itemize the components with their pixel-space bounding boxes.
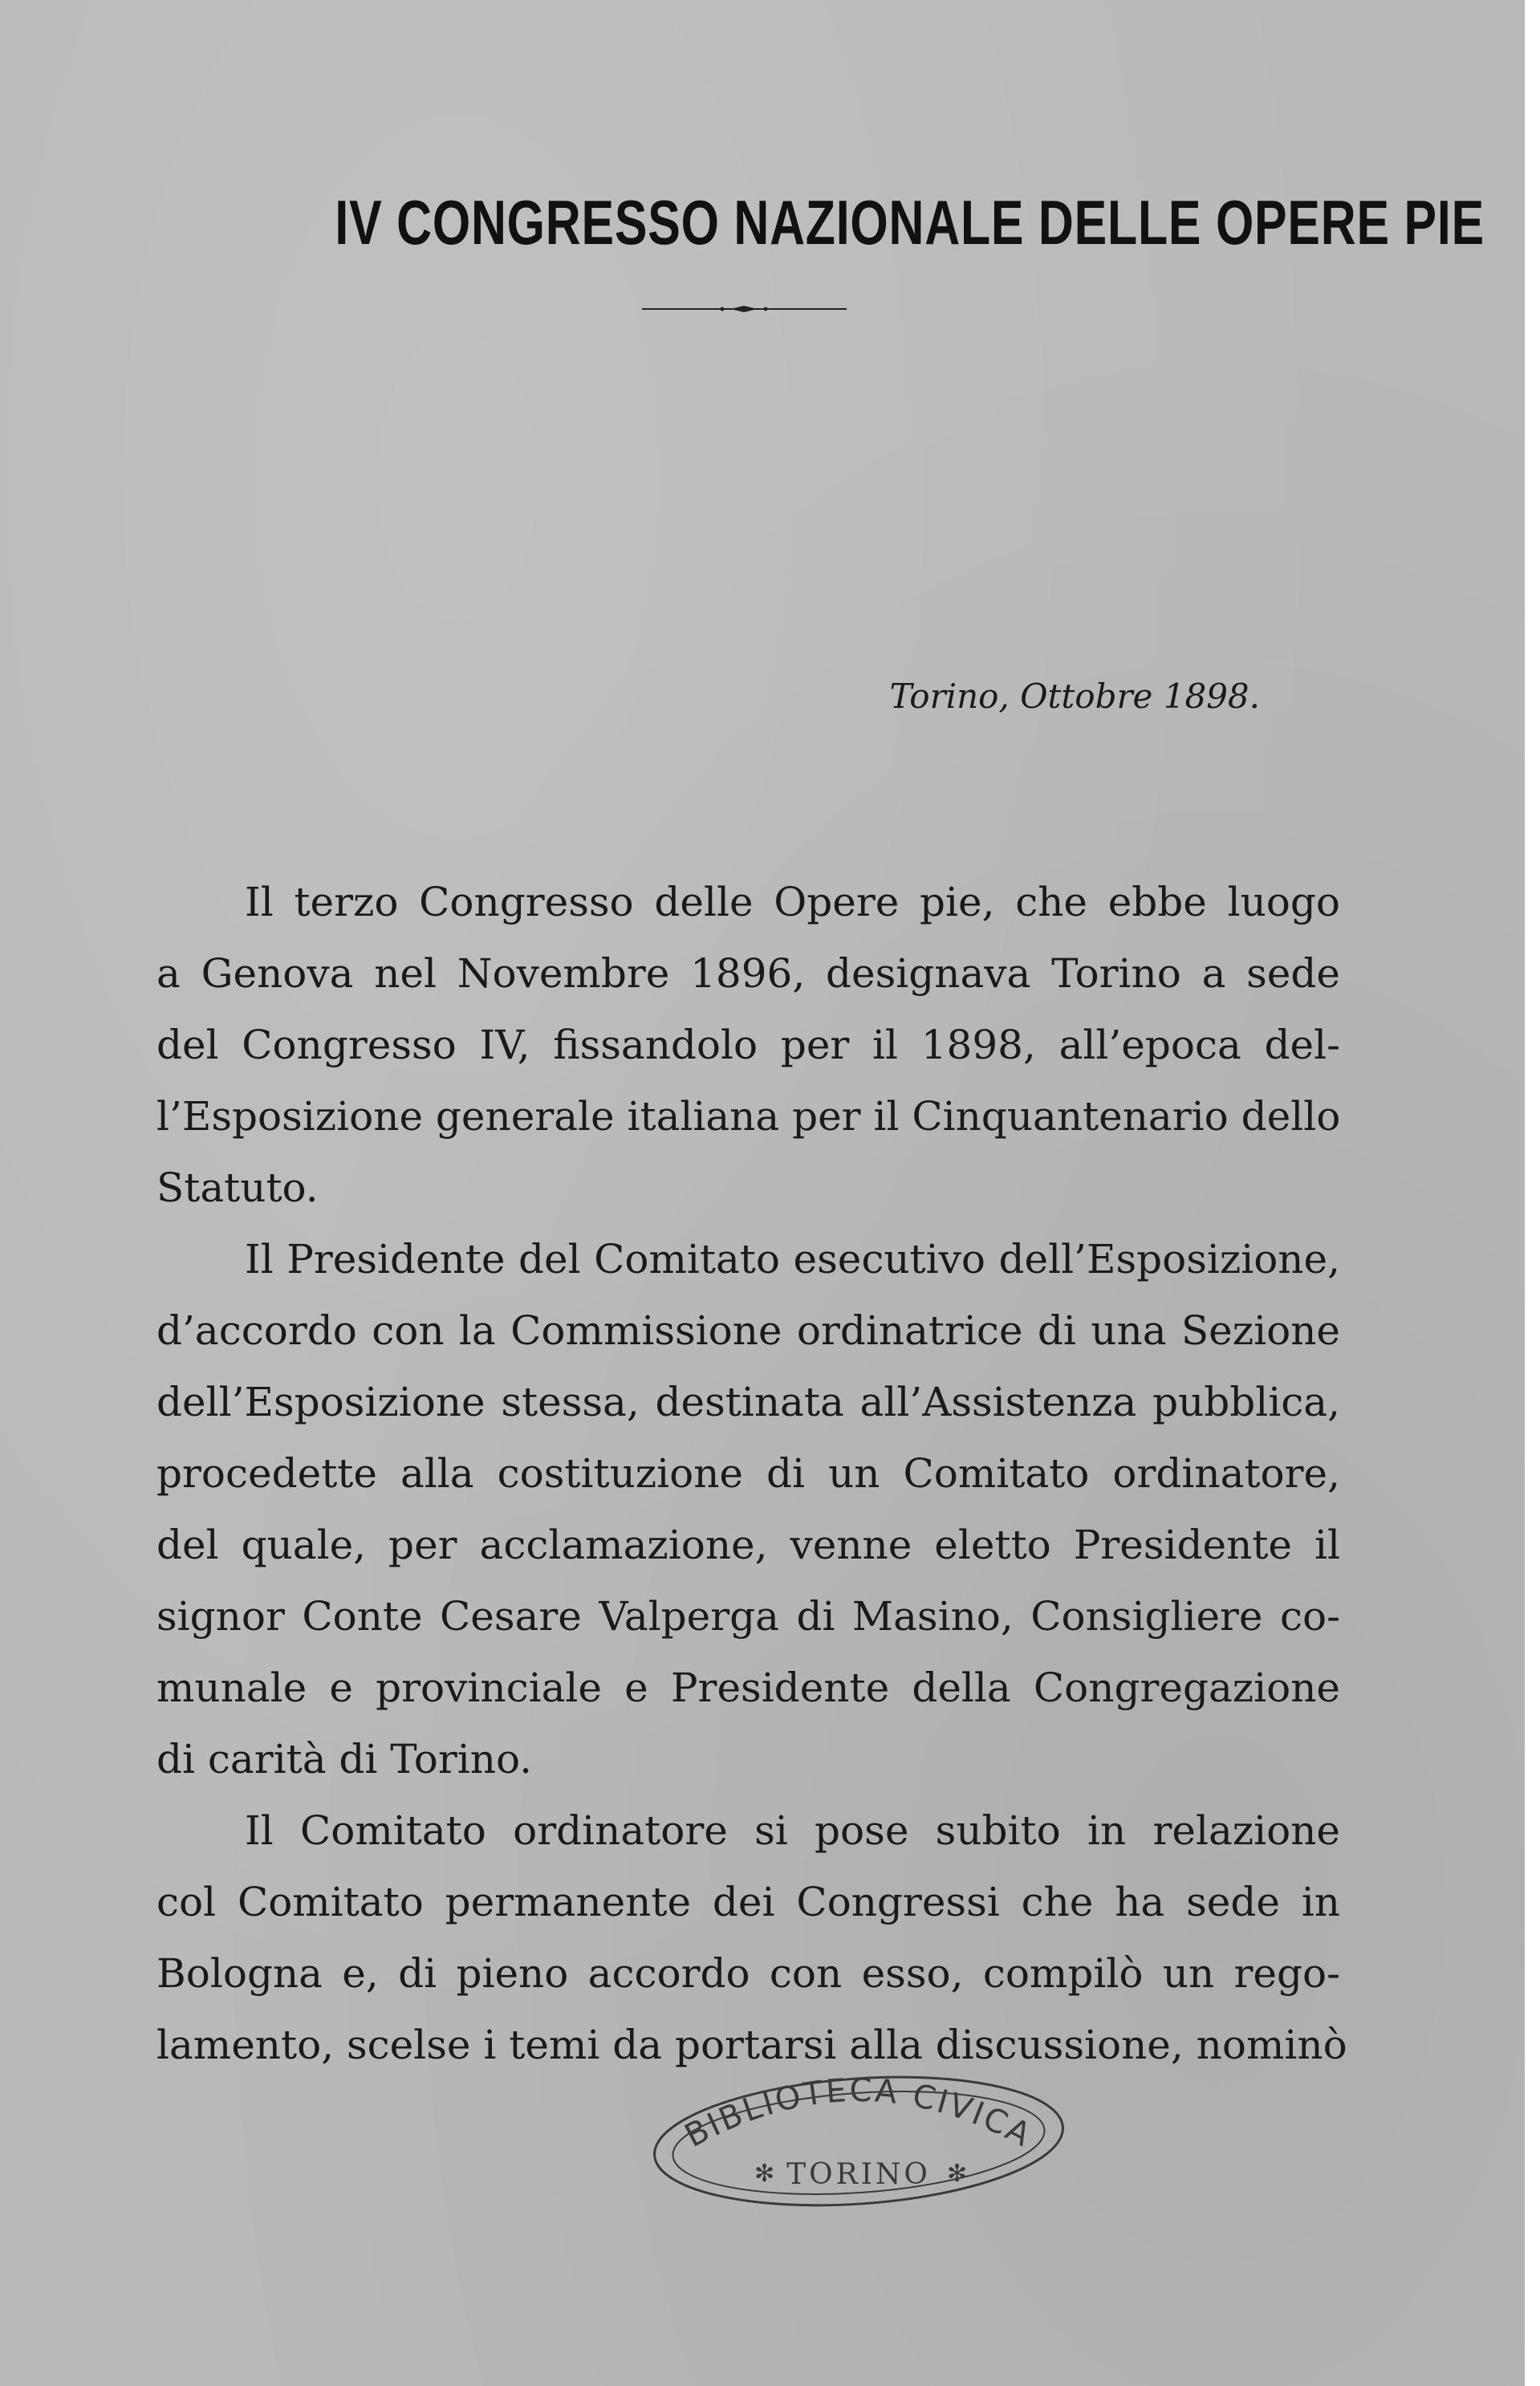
text-line: lamento, scelse i temi da portarsi alla discussione, nominò — [156, 2022, 1347, 2068]
page-right-margin — [1525, 0, 1540, 2386]
text-line: Statuto. — [156, 1165, 319, 1211]
title-ornament — [642, 305, 847, 313]
date-line: Torino, Ottobre 1898. — [889, 677, 1260, 716]
stamp-bottom-text: TORINO — [786, 2158, 931, 2191]
text-line: Il terzo Congresso delle Opere pie, che ebbe luogo — [245, 879, 1340, 925]
text-line: del quale, per acclamazione, venne eletto Presidente il — [156, 1522, 1340, 1568]
text-line: del Congresso IV, fissandolo per il 1898, all’epoca del- — [156, 1022, 1340, 1068]
text-line: signor Conte Cesare Valperga di Masino, Consigliere co- — [156, 1593, 1340, 1640]
text-line: di carità di Torino. — [156, 1736, 533, 1782]
text-line: l’Esposizione generale italiana per il Cinquantenario dello — [156, 1093, 1341, 1140]
text-line: procedette alla costituzione di un Comitato ordinatore, — [156, 1450, 1340, 1497]
text-line: col Comitato permanente dei Congressi che ha sede in — [156, 1879, 1340, 1925]
text-line: d’accordo con la Commissione ordinatrice di una Sezione — [156, 1307, 1340, 1354]
stamp-star-right: ✻ — [947, 2160, 968, 2188]
page-title: IV CONGRESSO NAZIONALE DELLE OPERE PIE — [335, 187, 1485, 258]
text-line: dell’Esposizione stessa, destinata all’Assistenza pubblica, — [156, 1379, 1340, 1425]
stamp-star-left: ✻ — [754, 2160, 775, 2188]
text-line: Il Comitato ordinatore si pose subito in relazione — [245, 1807, 1340, 1854]
text-line: munale e provinciale e Presidente della Congregazione — [156, 1665, 1340, 1711]
stamp-top-text: BIBLIOTECA CIVICA — [679, 2071, 1038, 2155]
library-stamp — [642, 2061, 1075, 2213]
body-text — [156, 867, 1347, 2081]
text-line: a Genova nel Novembre 1896, designava Torino a sede — [156, 950, 1340, 997]
text-line: Bologna e, di pieno accordo con esso, compilò un rego- — [156, 1950, 1340, 1997]
text-line: Il Presidente del Comitato esecutivo dell’Esposizione, — [245, 1236, 1340, 1282]
